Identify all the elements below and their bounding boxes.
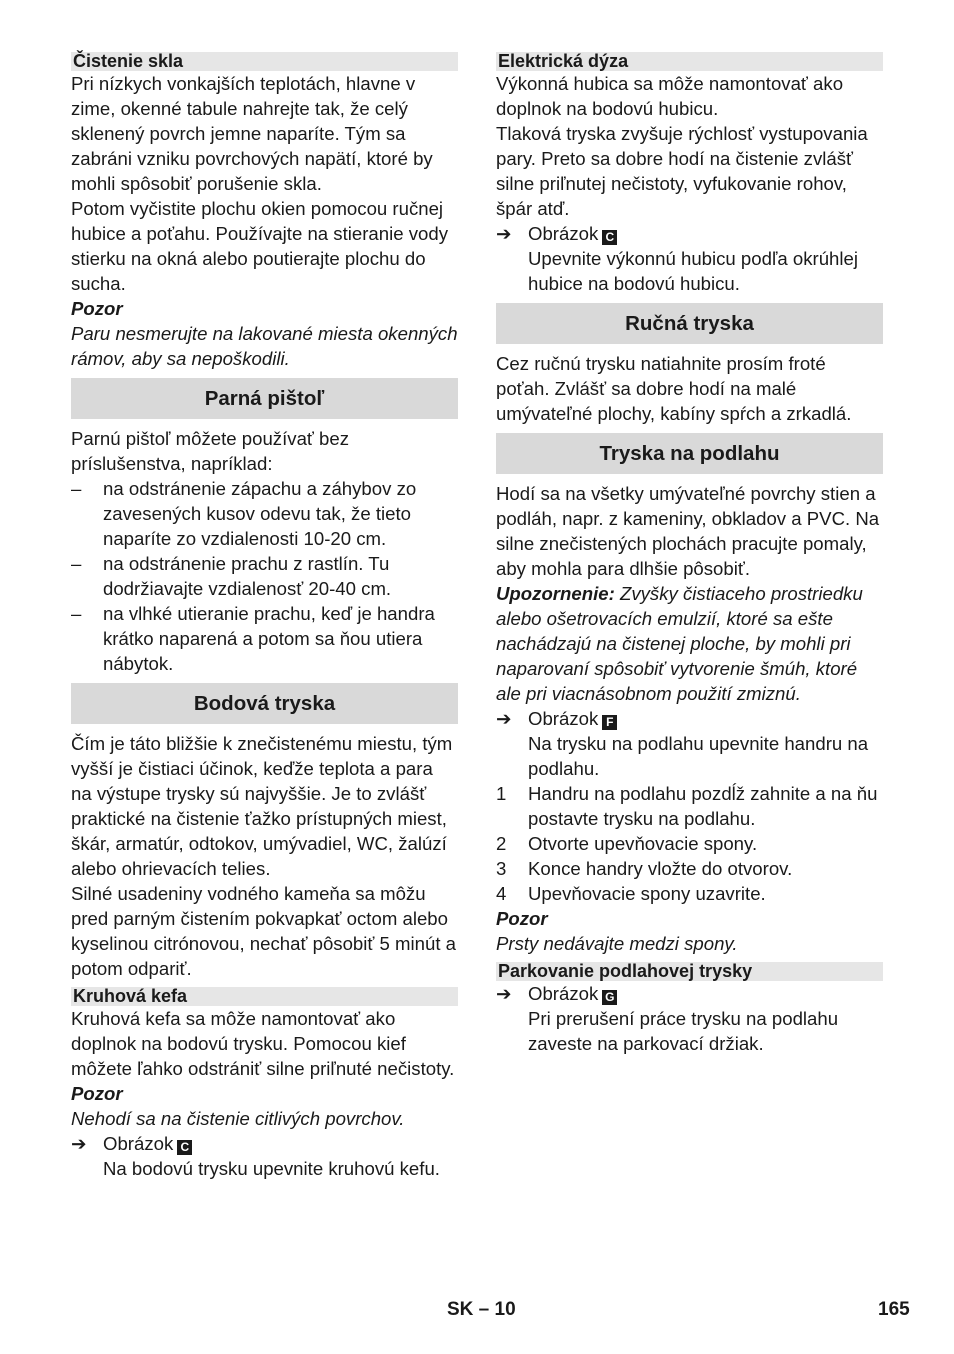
figure-instruction: Na trysku na podlahu upevnite handru na podlahu. xyxy=(528,733,869,779)
warning-label: Pozor xyxy=(71,1083,123,1104)
paragraph: Tlaková tryska zvyšuje rýchlosť vystupovania pary. Preto sa dobre hodí na čistenie zvlášť silne priľnutej nečistoty, vyfukovanie rohov, špár atď. xyxy=(496,123,868,219)
paragraph: Čím je táto bližšie k znečistenému miestu, tým vyšší je čistiaci účinok, keďže teplota a para na výstupe trysky sú najvyššie. Je to zvlášť praktické na čistenie ťažko prístupných miest, škár, armatúr, odtokov, umývadiel, WC, žalúzí alebo ohrievacích telies. xyxy=(71,733,453,879)
warning-text: Prsty nedávajte medzi spony. xyxy=(496,933,738,954)
figure-reference xyxy=(71,1131,458,1156)
figure-letter-badge: G xyxy=(602,990,617,1005)
heading-tryska-na-podlahu: Tryska na podlahu xyxy=(496,433,883,474)
figure-instruction: Na bodovú trysku upevnite kruhovú kefu. xyxy=(103,1158,440,1179)
list-item xyxy=(71,476,458,551)
list-item-text: na odstránenie zápachu a záhybov zo zavesených kusov odevu tak, že tieto naparíte zo vzdialenosti 10-20 cm. xyxy=(103,478,417,549)
note xyxy=(496,581,883,706)
dash-bullet: – xyxy=(71,478,82,499)
step-text: Konce handry vložte do otvorov. xyxy=(528,858,793,879)
step-number: 1 xyxy=(496,783,507,804)
step-number: 4 xyxy=(496,883,507,904)
list-item-text: na odstránenie prachu z rastlín. Tu dodržiavajte vzdialenosť 20-40 cm. xyxy=(103,553,392,599)
footer-section-label: SK – 10 xyxy=(447,1299,516,1320)
figure-letter-badge: F xyxy=(602,715,617,730)
figure-letter-badge: C xyxy=(602,230,617,245)
step-text: Handru na podlahu pozdĺž zahnite a na ňu postavte trysku na podlahu. xyxy=(528,783,878,829)
paragraph: Silné usadeniny vodného kameňa sa môžu pred parným čistením pokvapkať octom alebo kyselinou citrónovou, nechať pôsobiť 5 minút a potom odpariť. xyxy=(71,883,457,979)
list-item-text: na vlhké utieranie prachu, keď je handra krátko naparená a potom sa ňou utiera nábytok. xyxy=(103,603,435,674)
warning-label: Pozor xyxy=(496,908,548,929)
paragraph: Parnú pištoľ môžete používať bez príslušenstva, napríklad: xyxy=(71,428,350,474)
figure-label: Obrázok xyxy=(528,708,599,729)
paragraph: Potom vyčistite plochu okien pomocou ručnej hubice a poťahu. Používajte na stieranie vody stierku na okná alebo poutierajte plochu do sucha. xyxy=(71,198,449,294)
heading-parna-pistol: Parná pištoľ xyxy=(71,378,458,419)
heading-rucna-tryska: Ručná tryska xyxy=(496,303,883,344)
paragraph: Kruhová kefa sa môže namontovať ako doplnok na bodovú trysku. Pomocou kief môžete ľahko odstrániť silne priľnuté nečistoty. xyxy=(71,1008,455,1079)
paragraph: Hodí sa na všetky umývateľné povrchy stien a podláh, napr. z kameniny, obkladov a PVC. Na silne znečistených plochách pracujte pomaly, aby mohla para dlhšie pôsobiť. xyxy=(496,483,880,579)
figure-label: Obrázok xyxy=(528,223,599,244)
heading-bodova-tryska: Bodová tryska xyxy=(71,683,458,724)
arrow-right-icon: ➔ xyxy=(496,223,512,244)
arrow-right-icon: ➔ xyxy=(71,1133,87,1154)
note-text: Zvyšky čistiaceho prostriedku alebo ošetrovacích emulzií, ktoré sa ešte nachádzajú na čistenej ploche, by mohli pri naparovaní spôsobiť vytvorenie šmúh, ktoré ale pri viacnásobnom použití zmiznú. xyxy=(496,583,863,704)
step-number: 2 xyxy=(496,833,507,854)
list-item xyxy=(71,551,458,601)
warning-label: Pozor xyxy=(71,298,123,319)
figure-letter-badge: C xyxy=(177,1140,192,1155)
figure-instruction: Pri prerušení práce trysku na podlahu zaveste na parkovací držiak. xyxy=(528,1008,839,1054)
figure-reference xyxy=(496,221,883,246)
heading-kruhova-kefa: Kruhová kefa xyxy=(71,987,458,1006)
page-number: 165 xyxy=(878,1299,910,1320)
paragraph: Pri nízkych vonkajších teplotách, hlavne v zime, okenné tabule nahrejte tak, že celý sklenený povrch jemne naparíte. Tým sa zabráni vzniku povrchových napätí, ktoré by mohli spôsobiť porušenie skla. xyxy=(71,73,433,194)
figure-reference xyxy=(496,706,883,731)
list-item xyxy=(71,601,458,676)
arrow-right-icon: ➔ xyxy=(496,708,512,729)
figure-instruction: Upevnite výkonnú hubicu podľa okrúhlej hubice na bodovú hubicu. xyxy=(528,248,858,294)
figure-label: Obrázok xyxy=(103,1133,174,1154)
step-text: Upevňovacie spony uzavrite. xyxy=(528,883,766,904)
warning-text: Nehodí sa na čistenie citlivých povrchov. xyxy=(71,1108,405,1129)
warning-text: Paru nesmerujte na lakované miesta okenných rámov, aby sa nepoškodili. xyxy=(71,323,458,369)
step-item xyxy=(496,781,883,831)
figure-label: Obrázok xyxy=(528,983,599,1004)
paragraph: Cez ručnú trysku natiahnite prosím froté poťah. Zvlášť sa dobre hodí na malé umývateľné plochy, kabíny spŕch a zrkadlá. xyxy=(496,353,852,424)
right-column xyxy=(496,52,883,1056)
note-label: Upozornenie: xyxy=(496,583,615,604)
heading-elektricka-dyza: Elektrická dýza xyxy=(496,52,883,71)
left-column xyxy=(71,52,458,1181)
dash-bullet: – xyxy=(71,553,82,574)
dash-bullet: – xyxy=(71,603,82,624)
heading-cistenie-skla: Čistenie skla xyxy=(71,52,458,71)
arrow-right-icon: ➔ xyxy=(496,983,512,1004)
step-item xyxy=(496,831,883,856)
step-item xyxy=(496,856,883,881)
step-item xyxy=(496,881,883,906)
step-number: 3 xyxy=(496,858,507,879)
paragraph: Výkonná hubica sa môže namontovať ako doplnok na bodovú hubicu. xyxy=(496,73,844,119)
figure-reference xyxy=(496,981,883,1006)
heading-parkovanie-podlahovej-trysky: Parkovanie podlahovej trysky xyxy=(496,962,883,981)
step-text: Otvorte upevňovacie spony. xyxy=(528,833,758,854)
